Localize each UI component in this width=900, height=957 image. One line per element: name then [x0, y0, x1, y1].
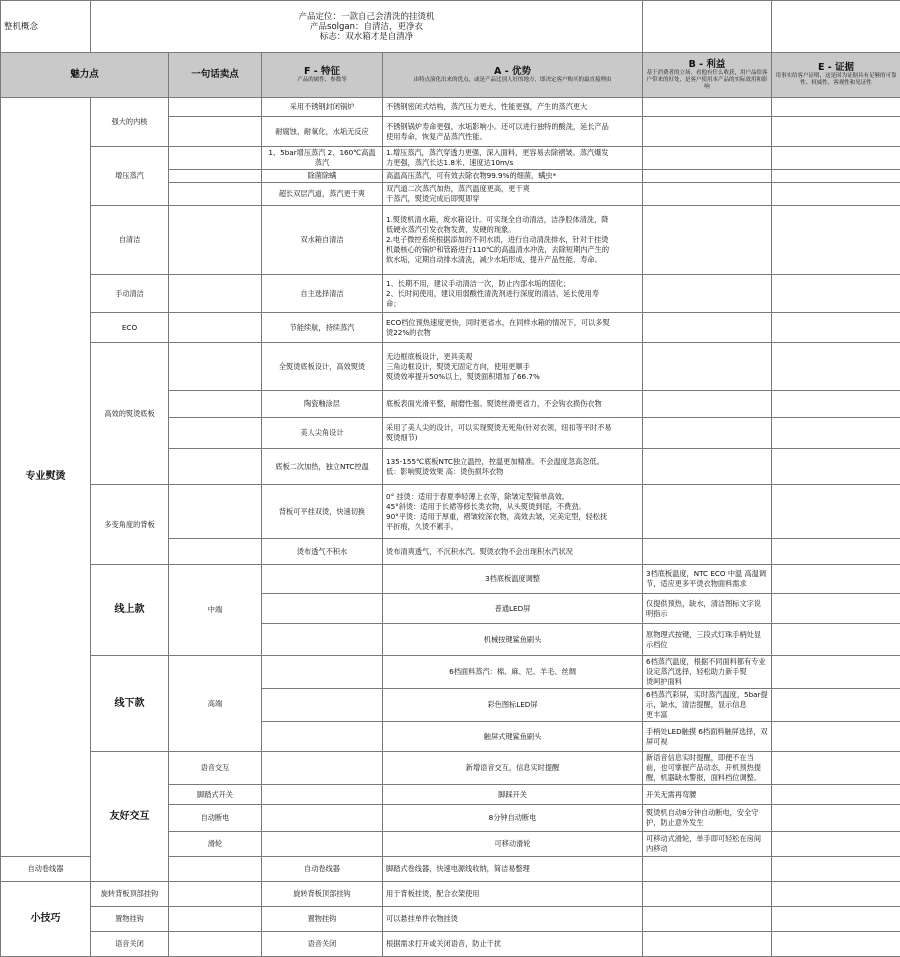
- table-row: [1, 485, 900, 539]
- feature-cell: 陶瓷釉涂层: [262, 391, 383, 418]
- benefit-cell: [643, 343, 772, 391]
- advantage-line: 烫22%的衣物: [386, 328, 639, 338]
- slogan-cell: [169, 539, 262, 565]
- group-cell: 脚踏式开关: [169, 785, 262, 805]
- advantage-line: 不锈钢锅炉寿命更强，水垢影响小。还可以进行独特的酸洗，延长产品: [386, 122, 639, 132]
- table-row: [1, 275, 900, 313]
- advantage-cell: [643, 594, 772, 624]
- advantage-line: 1.增压蒸汽，蒸汽穿透力更强，深入面料，更容易去除褶皱。蒸汽爆发: [386, 148, 639, 158]
- evidence-cell: [772, 117, 900, 147]
- advantage-line: 原物理式按键，三段式灯珠手柄处显示档位: [646, 630, 768, 650]
- evidence-cell: [772, 539, 900, 565]
- feature-cell: 双水箱自清洁: [262, 206, 383, 275]
- benefit-cell: [643, 449, 772, 485]
- group-cell: 高效的熨烫底板: [91, 343, 169, 485]
- advantage-line: 力更强，蒸汽长达1.8米、速度达10m/s: [386, 158, 639, 168]
- advantage-line: 双汽道二次蒸汽加热，蒸汽温度更高，更干爽: [386, 184, 639, 194]
- slogan-cell: [169, 882, 262, 907]
- advantage-cell: [383, 882, 643, 907]
- group-cell: 高端: [169, 656, 262, 752]
- advantage-cell: [383, 418, 643, 449]
- table-row: [1, 98, 900, 117]
- benefit-cell: [643, 907, 772, 932]
- advantage-line: 0° 挂烫：适用于春夏季轻薄上衣等，除皱定型简单高效。: [386, 492, 639, 502]
- slogan-cell: [169, 932, 262, 957]
- advantage-line: 新语音信息实时提醒，即便不在当前，也可掌握产品动态，开机预热提: [646, 753, 768, 773]
- slogan-cell: [169, 391, 262, 418]
- table-row: [1, 147, 900, 170]
- table-row: [1, 343, 900, 391]
- feature-cell: 底板二次加热，独立NTC控温: [262, 449, 383, 485]
- evidence-cell: [772, 907, 900, 932]
- symbol-line: 标志：双水箱才是自清净: [94, 32, 639, 42]
- feature-cell: 自主选择清洁: [262, 275, 383, 313]
- advantage-line: 熨烫效率提升50%以上，熨烫面积增加了66.7%: [386, 372, 639, 382]
- section-tips: 小技巧: [1, 882, 91, 957]
- advantage-cell: [383, 147, 643, 170]
- slogan-cell: [169, 275, 262, 313]
- slogan-cell: [262, 565, 383, 594]
- slogan-cell: [169, 147, 262, 170]
- advantage-line: 命；: [386, 299, 639, 309]
- benefit-cell: [643, 391, 772, 418]
- group-cell: 自清洁: [91, 206, 169, 275]
- section-friendly: 友好交互: [91, 752, 169, 882]
- concept-label: 整机概念: [1, 1, 91, 53]
- evidence-cell: [772, 275, 900, 313]
- advantage-cell: [383, 183, 643, 206]
- advantage-cell: [383, 275, 643, 313]
- benefit-cell: [772, 722, 900, 752]
- advantage-cell: [383, 391, 643, 418]
- benefit-cell: [772, 689, 900, 722]
- advantage-cell: [383, 485, 643, 539]
- advantage-line: 可移动式滑轮，单手即可轻松在房间内移动: [646, 834, 768, 854]
- group-cell: 增压蒸汽: [91, 147, 169, 206]
- evidence-cell: [772, 343, 900, 391]
- evidence-cell: [772, 98, 900, 117]
- evidence-cell: [772, 391, 900, 418]
- advantage-line: 1、长期不用，建议手动清洁一次，防止内部水垢的固化；: [386, 279, 639, 289]
- advantage-line: 低硬水蒸汽引发衣物发黄，发硬的现象。: [386, 225, 639, 235]
- slogan-cell: [169, 485, 262, 539]
- group-cell: 旋转背板顶部挂钩: [91, 882, 169, 907]
- advantage-cell: [383, 98, 643, 117]
- header-evidence: E - 证据 用事实给客户证明，这是因为证据具有足够的可靠性、权威性、客观性和见证性: [772, 53, 900, 98]
- advantage-line: 无边框底板设计，更具美观: [386, 352, 639, 362]
- advantage-line: 不锈钢密闭式结构，蒸汽压力更大，性能更强，产生的蒸汽更大: [386, 102, 639, 112]
- advantage-cell: [643, 624, 772, 656]
- evidence-cell: [772, 147, 900, 170]
- slogan-cell: [169, 117, 262, 147]
- feature-cell: 触屏式键鲨鱼刷头: [383, 722, 643, 752]
- section-online: 线上款: [91, 565, 169, 656]
- benefit-cell: [643, 932, 772, 957]
- advantage-line: 开关无需再弯腰: [646, 790, 768, 800]
- benefit-cell: [643, 418, 772, 449]
- benefit-cell: [643, 313, 772, 343]
- benefit-cell: [643, 147, 772, 170]
- advantage-line: 6档蒸汽彩屏，实时蒸汽温度，5bar提示，缺水，清洁提醒，显示信息: [646, 690, 768, 710]
- feature-cell: 旋转背板顶部挂钩: [262, 882, 383, 907]
- feature-cell: 1、5bar增压蒸汽 2、160℃高温蒸汽: [262, 147, 383, 170]
- benefit-cell: [772, 752, 900, 785]
- benefit-cell: [643, 117, 772, 147]
- feature-cell: 全熨烫底板设计，高效熨烫: [262, 343, 383, 391]
- group-cell: 滑轮: [169, 832, 262, 857]
- evidence-cell: [772, 857, 900, 882]
- group-cell: 手动清洁: [91, 275, 169, 313]
- advantage-line: 2.电子微控系统根据添加的不同水质，进行自动清洗排水，针对于挂烫: [386, 235, 639, 245]
- advantage-line: 干蒸汽，熨烫完成后即熨即穿: [386, 194, 639, 204]
- advantage-cell: [643, 785, 772, 805]
- advantage-line: 90°平烫：适用于厚重，褶皱较深衣物，高效去皱，完美定型，轻松抚: [386, 512, 639, 522]
- advantage-cell: [643, 752, 772, 785]
- advantage-line: 手柄处LED触摸 6档面料触屏选择，双屏可视: [646, 727, 768, 747]
- advantage-line: 6档蒸汽温度，根据不同面料都有专业设定蒸汽选择，轻松助力新手熨: [646, 657, 768, 677]
- header-slogan: 一句话卖点: [169, 53, 262, 98]
- slogan-cell: [262, 624, 383, 656]
- slogan-cell: [262, 785, 383, 805]
- advantage-line: 更丰富: [646, 710, 768, 720]
- feature-cell: 新增语音交互，信息实时提醒: [383, 752, 643, 785]
- feature-cell: 耐腐蚀、耐氧化，水垢无反应: [262, 117, 383, 147]
- advantage-cell: [643, 689, 772, 722]
- slogan-cell: [262, 832, 383, 857]
- table-row: [1, 565, 900, 594]
- group-cell: ECO: [91, 313, 169, 343]
- benefit-cell: [643, 183, 772, 206]
- advantage-line: 45°斜烫：适用于长裙等修长类衣物，从头熨烫到尾，不费劲。: [386, 502, 639, 512]
- advantage-cell: [643, 656, 772, 689]
- advantage-line: 平折痕，久烫不累手。: [386, 522, 639, 532]
- group-cell: 中端: [169, 565, 262, 656]
- group-cell: 语音交互: [169, 752, 262, 785]
- table-row: [1, 206, 900, 275]
- table-row: [1, 907, 900, 932]
- slogan-line: 产品solgan：自清洁，更净衣: [94, 22, 639, 32]
- slogan-cell: [169, 313, 262, 343]
- slogan-cell: [169, 857, 262, 882]
- feature-cell: 背板可平挂双烫，快速切换: [262, 485, 383, 539]
- slogan-cell: [262, 594, 383, 624]
- advantage-cell: [383, 539, 643, 565]
- evidence-cell: [772, 418, 900, 449]
- benefit-cell: [643, 98, 772, 117]
- table-row: [1, 313, 900, 343]
- header-benefit: B - 利益 基于消费者的立场，看他有什么收获，用户品给客户带来的好处，是客户使用本产品的实际效用和影响: [643, 53, 772, 98]
- advantage-line: 仅提供预热，缺水，清洁图标文字说明指示: [646, 599, 768, 619]
- feature-cell: 除菌除螨: [262, 170, 383, 183]
- advantage-cell: [383, 343, 643, 391]
- feature-cell: 语音关闭: [262, 932, 383, 957]
- benefit-cell: [643, 485, 772, 539]
- header-attraction: 魅力点: [1, 53, 169, 98]
- advantage-line: 低：影响熨烫效果 高：烫伤损坏衣物: [386, 467, 639, 477]
- advantage-cell: [643, 565, 772, 594]
- advantage-cell: [383, 117, 643, 147]
- advantage-line: 熨烫细节): [386, 433, 639, 443]
- advantage-line: 烫呵护面料: [646, 677, 768, 687]
- group-cell: 自动断电: [169, 805, 262, 832]
- positioning-line: 产品定位：一款自己会清洗的挂烫机: [94, 12, 639, 22]
- benefit-cell: [643, 206, 772, 275]
- slogan-cell: [262, 689, 383, 722]
- advantage-line: 可以悬挂单件衣物挂烫: [386, 914, 639, 924]
- advantage-cell: [383, 907, 643, 932]
- advantage-line: 熨烫机自动8分钟自动断电，安全守护，防止意外发生: [646, 808, 768, 828]
- advantage-line: 醒，机器缺水警报，面料档位调整。: [646, 773, 768, 783]
- feature-cell: 脚踩开关: [383, 785, 643, 805]
- benefit-cell: [772, 832, 900, 857]
- slogan-cell: [262, 805, 383, 832]
- concept-empty-b: [643, 1, 772, 53]
- advantage-line: 135-155℃底板NTC独立温控，控温更加精准。不会温度忽高忽低。: [386, 457, 639, 467]
- feature-cell: 彩色图标LED屏: [383, 689, 643, 722]
- advantage-line: 1.熨烫机清水箱，废水箱设计。可实现全自动清洁，洁净腔体清洗，降: [386, 215, 639, 225]
- evidence-cell: [772, 183, 900, 206]
- slogan-cell: [169, 206, 262, 275]
- group-cell: 多变角度的背板: [91, 485, 169, 565]
- advantage-cell: [643, 832, 772, 857]
- advantage-cell: [643, 722, 772, 752]
- advantage-line: 烫布清爽透气，不沉积水汽。熨烫衣物不会出现积水汽状况: [386, 547, 639, 557]
- evidence-cell: [772, 485, 900, 539]
- feature-cell: 美人尖角设计: [262, 418, 383, 449]
- benefit-cell: [772, 805, 900, 832]
- table-row: [1, 752, 900, 785]
- benefit-cell: [772, 656, 900, 689]
- group-cell: 语音关闭: [91, 932, 169, 957]
- advantage-cell: [383, 313, 643, 343]
- table-row: [1, 656, 900, 689]
- section-pro: 专业熨烫: [1, 98, 91, 857]
- slogan-cell: [169, 170, 262, 183]
- table-row: [1, 882, 900, 907]
- advantage-line: 根据需求打开或关闭语音，防止干扰: [386, 939, 639, 949]
- table-row: [1, 932, 900, 957]
- slogan-cell: [169, 183, 262, 206]
- evidence-cell: [772, 882, 900, 907]
- benefit-cell: [643, 857, 772, 882]
- header-advantage: A - 优势 由特点演化出来的优点，或是产品比别人好的地方，即决定客户购买的最直接理由: [383, 53, 643, 98]
- feature-cell: 自动卷线器: [262, 857, 383, 882]
- advantage-line: 用于背板挂烫，配合衣架使用: [386, 889, 639, 899]
- advantage-line: 2、长时间使用，建议用弱酸性清洗剂进行深度的清洁，延长使用寿: [386, 289, 639, 299]
- advantage-line: ECO档位预热速度更快，同时更省水，在同样水箱的情况下，可以多熨: [386, 318, 639, 328]
- benefit-cell: [643, 882, 772, 907]
- evidence-cell: [772, 932, 900, 957]
- concept-text: [91, 1, 643, 53]
- group-cell: 置物挂钩: [91, 907, 169, 932]
- benefit-cell: [772, 565, 900, 594]
- feature-cell: 可移动滑轮: [383, 832, 643, 857]
- advantage-line: 三角边框设计，熨烫无固定方向，使用更顺手: [386, 362, 639, 372]
- feature-cell: 采用不锈钢封闭锅炉: [262, 98, 383, 117]
- feature-cell: 机械按键鲨鱼刷头: [383, 624, 643, 656]
- benefit-cell: [643, 170, 772, 183]
- advantage-line: 采用了美人尖的设计，可以实现熨烫无死角(针对衣领，纽扣等平时不易: [386, 423, 639, 433]
- feature-cell: 超长双层汽道，蒸汽更干爽: [262, 183, 383, 206]
- advantage-cell: [383, 170, 643, 183]
- benefit-cell: [772, 624, 900, 656]
- slogan-cell: [169, 343, 262, 391]
- slogan-cell: [169, 98, 262, 117]
- advantage-line: 软水垢，定期自动排水清洗，减少水垢形成，提升产品性能、寿命。: [386, 255, 639, 265]
- benefit-cell: [643, 275, 772, 313]
- benefit-cell: [772, 785, 900, 805]
- feature-cell: 6档面料蒸汽：棉、麻、尼、羊毛、丝绸: [383, 656, 643, 689]
- evidence-cell: [772, 170, 900, 183]
- advantage-line: 底板表面光滑平整，耐磨性强。熨烫丝滑更省力，不会钩衣损伤衣物: [386, 399, 639, 409]
- slogan-cell: [169, 418, 262, 449]
- advantage-cell: [643, 805, 772, 832]
- feature-cell: 置物挂钩: [262, 907, 383, 932]
- feature-cell: 8分钟自动断电: [383, 805, 643, 832]
- slogan-cell: [262, 656, 383, 689]
- feature-cell: 节能续航，持续蒸汽: [262, 313, 383, 343]
- feature-cell: 3档底板温度调整: [383, 565, 643, 594]
- advantage-cell: [383, 206, 643, 275]
- slogan-cell: [169, 449, 262, 485]
- header-feature: F - 特征 产品的属性、参数等: [262, 53, 383, 98]
- slogan-cell: [169, 907, 262, 932]
- advantage-cell: [383, 932, 643, 957]
- feature-cell: 普通LED屏: [383, 594, 643, 624]
- concept-empty-e: [772, 1, 900, 53]
- evidence-cell: [772, 206, 900, 275]
- advantage-cell: [383, 857, 643, 882]
- slogan-cell: [262, 752, 383, 785]
- advantage-line: 使用寿命，恢复产品蒸汽性能。: [386, 132, 639, 142]
- advantage-cell: [383, 449, 643, 485]
- evidence-cell: [772, 313, 900, 343]
- section-offline: 线下款: [91, 656, 169, 752]
- group-cell: 强大的内核: [91, 98, 169, 147]
- advantage-line: 机最核心的锅炉和管路进行110℃的高温清水冲洗，去除短期内产生的: [386, 245, 639, 255]
- group-cell: 自动卷线器: [1, 857, 91, 882]
- evidence-cell: [772, 449, 900, 485]
- feature-cell: 烫布透气不积水: [262, 539, 383, 565]
- advantage-line: 高温高压蒸汽，可有效去除衣物99.9%的细菌，螨虫*: [386, 171, 639, 181]
- slogan-cell: [262, 722, 383, 752]
- advantage-line: 3档底板温度，NTC ECO 中温 高温调节，适应更多平烫衣物面料需求: [646, 569, 768, 589]
- benefit-cell: [643, 539, 772, 565]
- advantage-line: 脚踏式卷线器，快速电源线收纳，简洁易整理: [386, 864, 639, 874]
- benefit-cell: [772, 594, 900, 624]
